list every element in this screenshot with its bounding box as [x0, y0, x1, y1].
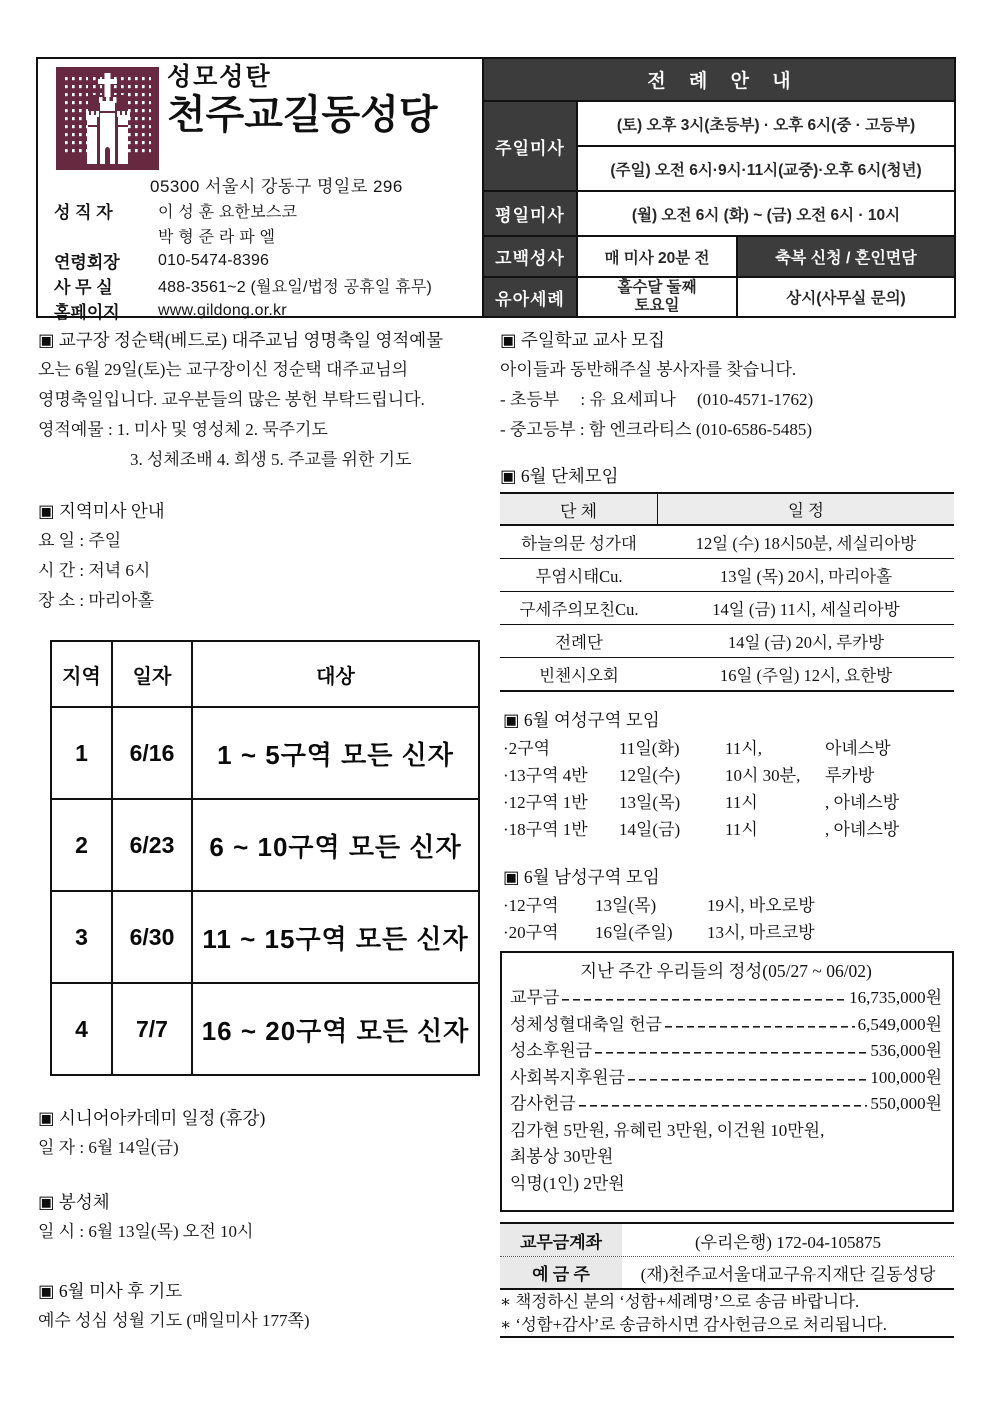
section-title: ▣ 시니어아카데미 일정 (휴강)	[38, 1108, 266, 1128]
contact-list	[54, 198, 474, 323]
district-row	[503, 919, 955, 946]
body-line: 3. 성체조배 4. 희생 5. 주교를 위한 기도	[130, 450, 412, 469]
transfer-notes-box	[500, 1288, 954, 1338]
table-row	[500, 591, 954, 624]
liturgy-title: 전 례 안 내	[484, 59, 954, 100]
account-holder-row	[500, 1256, 954, 1288]
church-logo-icon	[56, 67, 159, 170]
weekday-mass-label: 평일미사	[484, 190, 576, 235]
table-row	[500, 624, 954, 657]
district-name: ·13구역 4반	[503, 766, 588, 785]
section-title: ▣ 주일학교 교사 모집	[500, 330, 665, 350]
body-line: 요 일 : 주일	[38, 531, 122, 550]
offering-label: 감사헌금	[510, 1094, 576, 1113]
sunday-mass-label: 주일미사	[484, 100, 576, 190]
contact-row-clergy	[54, 198, 474, 223]
table-cell-target: 1 ~ 5구역 모든 신자	[193, 706, 478, 798]
district-date: 13일(목)	[595, 896, 657, 915]
sunday-mass-sunday: (주일) 오전 6시·9시·11시(교중)·오후 6시(청년)	[576, 145, 954, 190]
district-name: ·12구역	[503, 896, 559, 915]
group-name: 무염시태Cu.	[535, 567, 623, 586]
offering-row	[510, 1091, 942, 1118]
group-name: 하늘의문 성가대	[521, 534, 637, 553]
body-line: 오는 6월 29일(토)는 교구장이신 정순택 대주교님의	[38, 360, 409, 379]
district-room: 루카방	[825, 766, 875, 785]
district-room: , 아녜스방	[825, 820, 900, 839]
body-line: 시 간 : 저녁 6시	[38, 561, 151, 580]
contact-label: 성 직 자	[54, 203, 113, 222]
offering-amount: 536,000원	[870, 1041, 942, 1060]
district-date: 16일(주일)	[595, 923, 673, 942]
table-row	[500, 558, 954, 591]
transfer-note: ∗ 책정하신 분의 ‘성함+세례명’으로 송금 바랍니다.	[500, 1292, 860, 1311]
dash-leader	[595, 1043, 867, 1060]
body-line: 장 소 : 마리아홀	[38, 591, 155, 610]
church-name-block	[167, 64, 437, 138]
body-line: 예수 성심 성월 기도 (매일미사 177쪽)	[38, 1311, 310, 1330]
group-schedule: 14일 (금) 11시, 세실리아방	[712, 600, 900, 619]
infant-baptism-time	[576, 276, 736, 316]
group-schedule: 14일 (금) 20시, 루카방	[727, 633, 885, 652]
district-date: 14일(금)	[619, 820, 681, 839]
transfer-note: ∗ ‘성함+감사’로 송금하시면 감사헌금으로 처리됩니다.	[500, 1315, 887, 1334]
region-mass-table	[50, 640, 480, 1076]
body-line: 영적예물 : 1. 미사 및 영성체 2. 묵주기도	[38, 420, 328, 439]
dash-leader	[628, 1069, 867, 1086]
table-cell-date: 6/30	[113, 890, 193, 982]
district-name: ·2구역	[503, 739, 551, 758]
district-row	[503, 789, 955, 816]
district-detail: 13시, 마르코방	[707, 923, 815, 942]
dash-leader	[665, 1016, 855, 1033]
district-name: ·20구역	[503, 923, 559, 942]
confession-label: 고백성사	[484, 235, 576, 276]
baptism-line2: 토요일	[634, 297, 680, 314]
section-group-meetings	[500, 461, 619, 491]
district-time: 11시	[725, 793, 758, 812]
account-number-row	[500, 1224, 954, 1256]
section-senior-academy	[38, 1103, 265, 1163]
church-subtitle: 성모성탄	[167, 63, 272, 91]
table-cell-target: 16 ~ 20구역 모든 신자	[193, 982, 478, 1074]
offering-label: 교무금	[510, 988, 560, 1007]
liturgy-schedule-table	[482, 59, 954, 316]
table-header-row	[500, 494, 954, 525]
district-name: ·18구역 1반	[503, 820, 588, 839]
col-header-date: 일자	[113, 642, 193, 706]
offering-row	[510, 985, 942, 1012]
header-box	[36, 57, 956, 322]
account-holder-value: (재)천주교서울대교구유지재단 길동성당	[640, 1265, 936, 1284]
contact-label: 사 무 실	[54, 278, 113, 297]
account-number-label: 교무금계좌	[500, 1224, 622, 1256]
blessing-request-label: 축복 신청 / 혼인면담	[736, 235, 954, 276]
group-meetings-table	[500, 492, 954, 692]
contact-row-clergy2	[54, 223, 474, 248]
weekly-offering-box	[500, 951, 954, 1212]
section-title: ▣ 지역미사 안내	[38, 501, 165, 521]
section-title: ▣ 6월 여성구역 모임	[503, 710, 660, 730]
offering-row	[510, 1065, 942, 1092]
offering-row	[510, 1038, 942, 1065]
section-title: ▣ 6월 미사 후 기도	[38, 1281, 183, 1301]
contact-value: 488-3561~2 (월요일/법정 공휴일 휴무)	[158, 279, 433, 296]
table-cell-target: 6 ~ 10구역 모든 신자	[193, 798, 478, 890]
contact-row-chair	[54, 248, 474, 273]
body-line: 영명축일입니다. 교우분들의 많은 봉헌 부탁드립니다.	[38, 390, 425, 409]
district-detail: 19시, 바오로방	[707, 896, 815, 915]
section-archbishop-feast	[38, 325, 443, 475]
section-communion-visit	[38, 1187, 253, 1247]
district-row	[503, 892, 955, 919]
offering-label: 성체성혈대축일 헌금	[510, 1014, 663, 1034]
table-cell-target: 11 ~ 15구역 모든 신자	[193, 890, 478, 982]
district-row	[503, 735, 955, 762]
baptism-line1: 홀수달 둘째	[617, 279, 697, 297]
district-row	[503, 762, 955, 789]
account-number-value: (우리은행) 172-04-105875	[694, 1232, 882, 1252]
col-header-region: 지역	[52, 642, 113, 706]
district-row	[503, 816, 955, 843]
section-women-district	[503, 705, 955, 843]
group-name: 전례단	[555, 633, 603, 652]
contact-value: 010-5474-8396	[158, 251, 270, 269]
weekday-mass-times: (월) 오전 6시 (화) ~ (금) 오전 6시 · 10시	[576, 190, 954, 235]
col-header-target: 대상	[316, 665, 355, 688]
offering-label: 성소후원금	[510, 1041, 593, 1060]
baptism-schedule	[617, 279, 696, 315]
sunday-mass-saturday: (토) 오후 3시(초등부) · 오후 6시(중 · 고등부)	[576, 100, 954, 145]
dash-leader	[562, 990, 846, 1007]
body-line: - 초등부 : 유 요세피나 (010-4571-1762)	[500, 390, 814, 409]
district-room: , 아녜스방	[825, 793, 900, 812]
contact-label: 연령회장	[54, 253, 120, 272]
offering-amount: 550,000원	[870, 1094, 942, 1113]
district-time: 11시,	[725, 739, 763, 758]
contact-value: 박 형 준 라 파 엘	[158, 229, 276, 246]
table-cell-region: 2	[52, 798, 113, 890]
infant-baptism-label: 유아세례	[484, 276, 576, 316]
contact-label: 홈페이지	[54, 303, 120, 322]
district-room: 아녜스방	[825, 739, 891, 758]
district-name: ·12구역 1반	[503, 793, 588, 812]
church-address: 05300 서울시 강동구 명일로 296	[150, 177, 403, 196]
district-date: 12일(수)	[619, 766, 681, 785]
section-title: ▣ 6월 남성구역 모임	[503, 867, 660, 887]
offering-amount: 16,735,000원	[849, 988, 942, 1007]
offering-amount: 100,000원	[870, 1067, 942, 1087]
group-schedule: 12일 (수) 18시50분, 세실리아방	[695, 534, 917, 553]
section-teacher-recruit	[500, 325, 813, 445]
section-title: ▣ 봉성체	[38, 1192, 110, 1212]
offering-title: 지난 주간 우리들의 정성(05/27 ~ 06/02)	[580, 961, 872, 981]
table-cell-region: 4	[52, 982, 113, 1074]
district-time: 11시	[725, 820, 758, 839]
contact-row-homepage	[54, 298, 474, 323]
offering-row	[510, 1012, 942, 1039]
body-line: 일 자 : 6월 14일(금)	[38, 1138, 179, 1157]
col-header-schedule: 일 정	[787, 501, 824, 520]
offering-label: 사회복지후원금	[510, 1067, 625, 1087]
confession-time: 매 미사 20분 전	[576, 235, 736, 276]
group-name: 빈첸시오회	[539, 666, 619, 685]
table-row	[500, 525, 954, 558]
account-info-table	[500, 1222, 954, 1290]
section-title: ▣ 교구장 정순택(베드로) 대주교님 영명축일 영적예물	[38, 330, 444, 350]
table-cell-date: 7/7	[113, 982, 193, 1074]
section-after-mass-prayer	[38, 1276, 310, 1336]
group-schedule: 16일 (주일) 12시, 요한방	[719, 666, 893, 685]
body-line: 아이들과 동반해주실 봉사자를 찾습니다.	[500, 360, 797, 379]
church-title: 천주교길동성당	[167, 92, 438, 137]
church-identity	[38, 59, 482, 322]
section-region-mass	[38, 496, 165, 616]
offering-donor-note: 최봉상 30만원	[510, 1147, 614, 1166]
dash-leader	[579, 1096, 868, 1113]
offering-donor-note: 익명(1인) 2만원	[510, 1173, 625, 1193]
account-holder-label: 예 금 주	[500, 1257, 622, 1288]
body-line: - 중고등부 : 함 엔크라티스 (010-6586-5485)	[500, 420, 812, 439]
district-date: 13일(목)	[619, 793, 681, 812]
contact-row-office	[54, 273, 474, 298]
table-cell-region: 3	[52, 890, 113, 982]
group-name: 구세주의모친Cu.	[519, 600, 639, 619]
section-men-district	[503, 862, 955, 946]
group-schedule: 13일 (목) 20시, 마리아홀	[719, 567, 893, 586]
offering-amount: 6,549,000원	[857, 1014, 942, 1034]
contact-value: 이 성 훈 요한보스코	[158, 204, 298, 221]
body-line: 일 시 : 6월 13일(목) 오전 10시	[38, 1222, 254, 1241]
table-cell-region: 1	[52, 706, 113, 798]
col-header-group: 단 체	[500, 494, 658, 524]
table-cell-date: 6/16	[113, 706, 193, 798]
table-row	[500, 657, 954, 690]
baptism-inquiry: 상시(사무실 문의)	[736, 276, 954, 316]
district-date: 11일(화)	[619, 739, 680, 758]
table-cell-date: 6/23	[113, 798, 193, 890]
district-time: 10시 30분,	[725, 766, 801, 785]
section-title: ▣ 6월 단체모임	[500, 466, 619, 486]
homepage-url: www.gildong.or.kr	[158, 301, 287, 319]
offering-donor-note: 김가현 5만원, 유혜린 3만원, 이건원 10만원,	[510, 1120, 825, 1140]
